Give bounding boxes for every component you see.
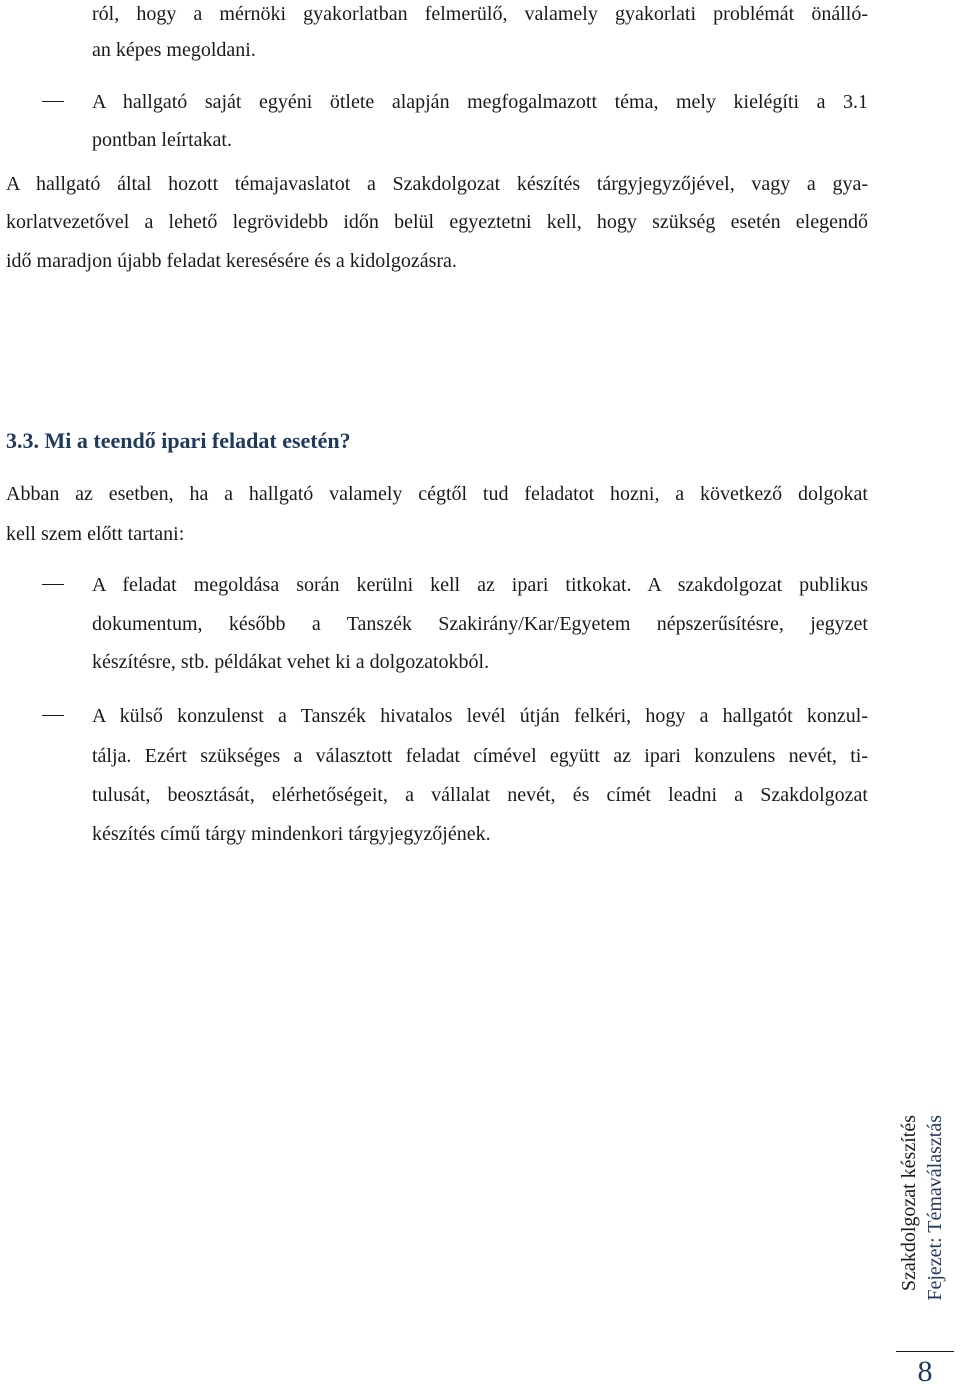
list-dash-icon — [42, 715, 64, 716]
sidebar-running-header — [896, 1115, 954, 1347]
section-item1-line1: A feladat megoldása során kerülni kell az ipari titkokat. A szakdolgozat publikus — [92, 574, 868, 596]
intro-item1-line1: ról, hogy a mérnöki gyakorlatban felmerülő, valamely gyakorlati problémát önálló- — [92, 3, 868, 25]
section-item2-line1: A külső konzulenst a Tanszék hivatalos levél útján felkéri, hogy a hallgatót konzul- — [92, 705, 868, 727]
section-item2-line2: tálja. Ezért szükséges a választott feladat címével együtt az ipari konzulens nevét, ti- — [92, 745, 868, 767]
intro-item1-line2: an képes megoldani. — [92, 39, 256, 61]
paragraph1-line2: korlatvezetővel a lehető legrövidebb időn belül egyeztetni kell, hogy szükség esetén elegendő — [6, 211, 868, 233]
section-item2-line3: tulusát, beosztását, elérhetőségeit, a vállalat nevét, és címét leadni a Szakdolgozat — [92, 784, 868, 806]
section-intro-line2: kell szem előtt tartani: — [6, 523, 185, 545]
section-intro-line1: Abban az esetben, ha a hallgató valamely cégtől tud feladatot hozni, a következő dolgokat — [6, 483, 868, 505]
sidebar-title: Szakdolgozat készítés — [898, 1115, 920, 1292]
paragraph1-line3: idő maradjon újabb feladat keresésére és a kidolgozásra. — [6, 250, 457, 272]
intro-item2-line1: A hallgató saját egyéni ötlete alapján megfogalmazott téma, mely kielégíti a 3.1 — [92, 91, 868, 113]
section-item1-line3: készítésre, stb. példákat vehet ki a dolgozatokból. — [92, 651, 490, 673]
section-item2-line4: készítés című tárgy mindenkori tárgyjegyzőjének. — [92, 823, 491, 845]
list-dash-icon — [42, 101, 64, 102]
paragraph1-line1: A hallgató által hozott témajavaslatot a Szakdolgozat készítés tárgyjegyzőjével, vagy a gya- — [6, 173, 868, 195]
intro-item2-line2: pontban leírtakat. — [92, 129, 232, 151]
list-dash-icon — [42, 584, 64, 585]
section-item1-line2: dokumentum, később a Tanszék Szakirány/Kar/Egyetem népszerűsítésre, jegyzet — [92, 613, 868, 635]
section-heading: 3.3. Mi a teendő ipari feladat esetén? — [6, 428, 351, 453]
sidebar-chapter: Fejezet: Témaválasztás — [924, 1115, 946, 1301]
page-number: 8 — [917, 1355, 933, 1388]
